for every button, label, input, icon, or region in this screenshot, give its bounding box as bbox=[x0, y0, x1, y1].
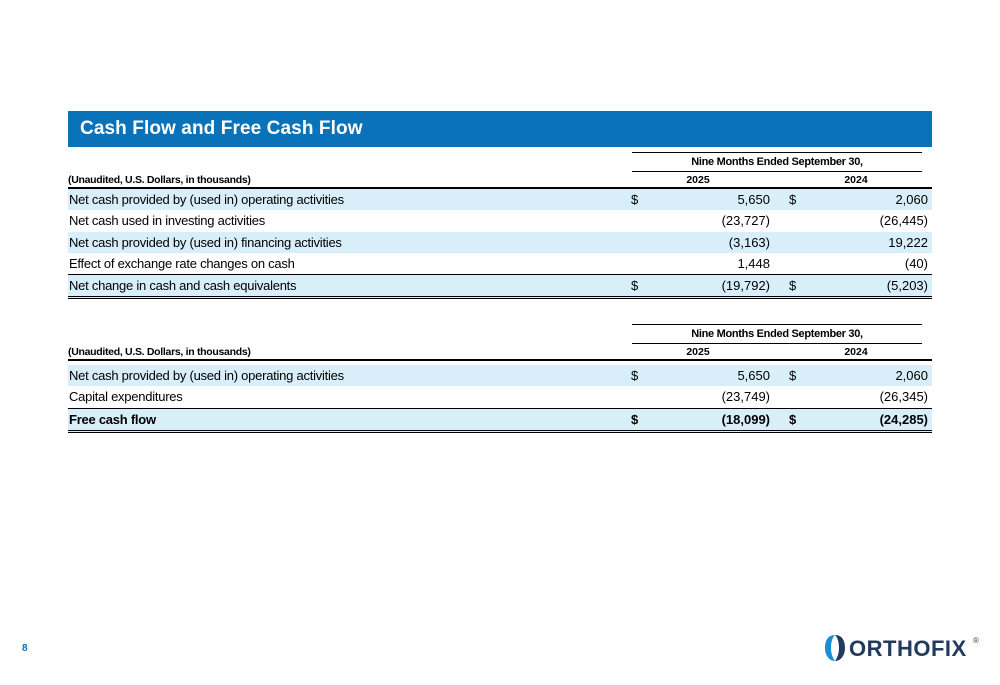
units-label: (Unaudited, U.S. Dollars, in thousands) bbox=[68, 346, 251, 358]
units-label: (Unaudited, U.S. Dollars, in thousands) bbox=[68, 174, 251, 186]
column-header-row bbox=[68, 343, 932, 361]
row-label: Free cash flow bbox=[69, 412, 156, 427]
value-2025: 5,650 bbox=[737, 192, 770, 207]
row-label: Net cash provided by (used in) financing activities bbox=[69, 235, 342, 250]
orthofix-mark-icon bbox=[823, 633, 847, 663]
period-header-label: Nine Months Ended September 30, bbox=[691, 156, 863, 168]
logo-wordmark: ORTHOFIX bbox=[849, 636, 967, 661]
section-title-bar bbox=[68, 111, 932, 147]
value-2024: 2,060 bbox=[895, 192, 928, 207]
table-row bbox=[68, 365, 932, 386]
table-row bbox=[68, 253, 932, 274]
currency-symbol: $ bbox=[789, 368, 797, 383]
table-row bbox=[68, 189, 932, 210]
value-2024: (26,445) bbox=[879, 213, 928, 228]
value-2025: (3,163) bbox=[728, 235, 770, 250]
period-header-label: Nine Months Ended September 30, bbox=[691, 328, 863, 340]
column-header-row bbox=[68, 171, 932, 189]
table-row bbox=[68, 386, 932, 407]
registered-mark: ® bbox=[973, 636, 979, 645]
currency-symbol: $ bbox=[631, 412, 639, 427]
page-title: Cash Flow and Free Cash Flow bbox=[80, 118, 363, 139]
row-label: Net change in cash and cash equivalents bbox=[69, 278, 297, 293]
value-2025: 1,448 bbox=[737, 256, 770, 271]
row-label: Effect of exchange rate changes on cash bbox=[69, 256, 295, 271]
value-2025: (23,749) bbox=[721, 389, 770, 404]
value-2024: (24,285) bbox=[879, 412, 928, 427]
value-2025: (23,727) bbox=[721, 213, 770, 228]
row-label: Net cash provided by (used in) operating activities bbox=[69, 192, 344, 207]
table-total-row bbox=[68, 408, 932, 433]
row-label: Net cash used in investing activities bbox=[69, 213, 265, 228]
year-header-2024: 2024 bbox=[844, 346, 868, 358]
page-number: 8 bbox=[22, 643, 28, 654]
currency-symbol: $ bbox=[631, 278, 639, 293]
currency-symbol: $ bbox=[631, 192, 639, 207]
table-total-row bbox=[68, 274, 932, 299]
value-2025: 5,650 bbox=[737, 368, 770, 383]
value-2024: (5,203) bbox=[886, 278, 928, 293]
table-row bbox=[68, 210, 932, 231]
year-header-2025: 2025 bbox=[686, 346, 710, 358]
value-2025: (19,792) bbox=[721, 278, 770, 293]
value-2024: 2,060 bbox=[895, 368, 928, 383]
table-row bbox=[68, 232, 932, 253]
period-header bbox=[632, 152, 922, 172]
year-header-2024: 2024 bbox=[844, 174, 868, 186]
value-2024: (26,345) bbox=[879, 389, 928, 404]
value-2024: 19,222 bbox=[888, 235, 928, 250]
row-label: Net cash provided by (used in) operating activities bbox=[69, 368, 344, 383]
orthofix-logo bbox=[823, 633, 983, 663]
currency-symbol: $ bbox=[789, 192, 797, 207]
currency-symbol: $ bbox=[631, 368, 639, 383]
row-label: Capital expenditures bbox=[69, 389, 183, 404]
currency-symbol: $ bbox=[789, 278, 797, 293]
currency-symbol: $ bbox=[789, 412, 797, 427]
value-2024: (40) bbox=[904, 256, 928, 271]
value-2025: (18,099) bbox=[721, 412, 770, 427]
period-header bbox=[632, 324, 922, 344]
year-header-2025: 2025 bbox=[686, 174, 710, 186]
